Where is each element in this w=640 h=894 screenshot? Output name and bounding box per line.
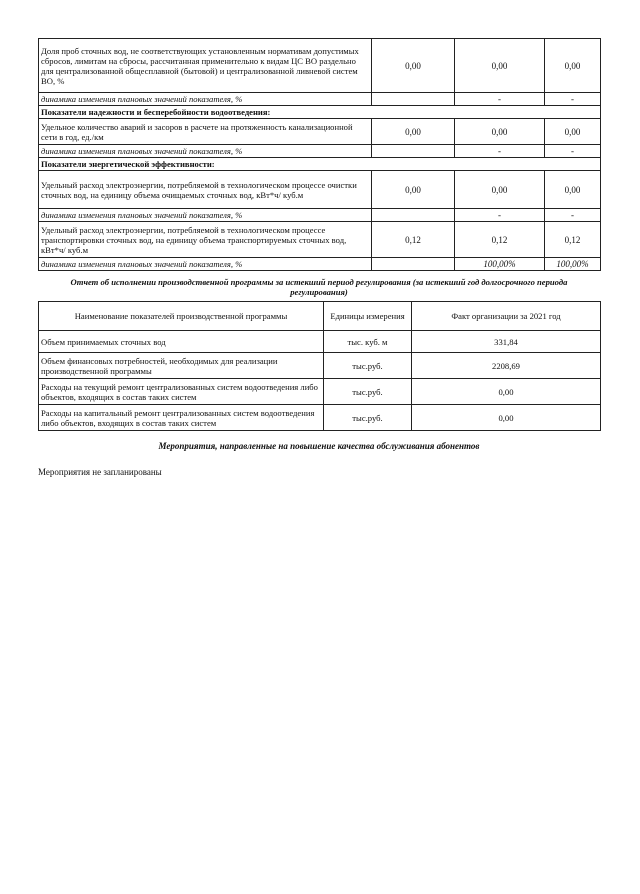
table-row (39, 353, 601, 379)
table-row (39, 209, 601, 222)
section-row (39, 106, 601, 119)
value-cell: 0,00 (455, 119, 545, 145)
dynamics-label: динамика изменения плановых значений показателя, % (39, 93, 372, 106)
column-header: Единицы измерения (324, 302, 412, 331)
value-cell: - (455, 93, 545, 106)
column-header: Наименование показателей производственной программы (39, 302, 324, 331)
dynamics-label: динамика изменения плановых значений показателя, % (39, 258, 372, 271)
indicator-label: Объем принимаемых сточных вод (39, 331, 324, 353)
value-cell: 100,00% (455, 258, 545, 271)
indicator-label: Расходы на капитальный ремонт централизованных систем водоотведения либо объектов, входящих в состав таких систем (39, 405, 324, 431)
document-page (38, 38, 600, 477)
unit-cell: тыс. куб. м (324, 331, 412, 353)
column-header: Факт организации за 2021 год (412, 302, 601, 331)
value-cell (372, 209, 455, 222)
value-cell: 0,00 (372, 119, 455, 145)
section-heading: Показатели надежности и бесперебойности водоотведения: (39, 106, 601, 119)
value-cell: - (545, 209, 601, 222)
measures-text: Мероприятия не запланированы (38, 467, 162, 477)
value-cell: 0,00 (412, 405, 601, 431)
table-row (39, 171, 601, 209)
value-cell: 0,00 (545, 39, 601, 93)
value-cell: 0,00 (372, 39, 455, 93)
table-row (39, 145, 601, 158)
value-cell: - (455, 209, 545, 222)
value-cell (372, 93, 455, 106)
table-row (39, 258, 601, 271)
value-cell: - (545, 93, 601, 106)
value-cell: 2208,69 (412, 353, 601, 379)
section-row (39, 158, 601, 171)
indicator-label: Удельное количество аварий и засоров в расчете на протяженность канализационной сети в год, ед./км (39, 119, 372, 145)
value-cell: 0,00 (372, 171, 455, 209)
unit-cell: тыс.руб. (324, 353, 412, 379)
table-row (39, 379, 601, 405)
value-cell: 0,00 (545, 171, 601, 209)
value-cell: 0,12 (455, 222, 545, 258)
value-cell: 0,00 (545, 119, 601, 145)
table-row (39, 93, 601, 106)
table-row (39, 405, 601, 431)
value-cell: 0,00 (455, 39, 545, 93)
indicators-table (38, 38, 601, 271)
value-cell: 100,00% (545, 258, 601, 271)
indicator-label: Удельный расход электроэнергии, потребляемой в технологическом процессе очистки сточных вод, на единицу объема очищаемых сточных вод, кВт*ч/ куб.м (39, 171, 372, 209)
unit-cell: тыс.руб. (324, 405, 412, 431)
value-cell: 0,12 (545, 222, 601, 258)
value-cell (372, 145, 455, 158)
unit-cell: тыс.руб. (324, 379, 412, 405)
section-heading: Показатели энергетической эффективности: (39, 158, 601, 171)
value-cell: 0,00 (412, 379, 601, 405)
value-cell: 0,12 (372, 222, 455, 258)
table-row (39, 331, 601, 353)
indicator-label: Доля проб сточных вод, не соответствующих установленным нормативам допустимых сбросов, лимитам на сбросы, рассчитанная применительно к видам ЦС ВО раздельно для централизованной общесплавной (бытовой) и централизованной ливневой систем ВО, % (39, 39, 372, 93)
value-cell: 331,84 (412, 331, 601, 353)
table-header-row (39, 302, 601, 331)
indicator-label: Удельный расход электроэнергии, потребляемой в технологическом процессе транспортировки сточных вод, на единицу объема транспортируемых сточных вод, кВт*ч/ куб.м (39, 222, 372, 258)
measures-title: Мероприятия, направленные на повышение качества обслуживания абонентов (158, 441, 480, 451)
report-title: Отчет об исполнении производственной программы за истекший период регулирования (за истекший год долгосрочного периода регулирования) (70, 277, 568, 297)
program-report-table (38, 301, 601, 431)
value-cell: 0,00 (455, 171, 545, 209)
value-cell: - (455, 145, 545, 158)
table-row (39, 222, 601, 258)
value-cell: - (545, 145, 601, 158)
dynamics-label: динамика изменения плановых значений показателя, % (39, 209, 372, 222)
indicator-label: Расходы на текущий ремонт централизованных систем водоотведения либо объектов, входящих в состав таких систем (39, 379, 324, 405)
dynamics-label: динамика изменения плановых значений показателя, % (39, 145, 372, 158)
table-row (39, 39, 601, 93)
value-cell (372, 258, 455, 271)
indicator-label: Объем финансовых потребностей, необходимых для реализации производственной программы (39, 353, 324, 379)
table-row (39, 119, 601, 145)
